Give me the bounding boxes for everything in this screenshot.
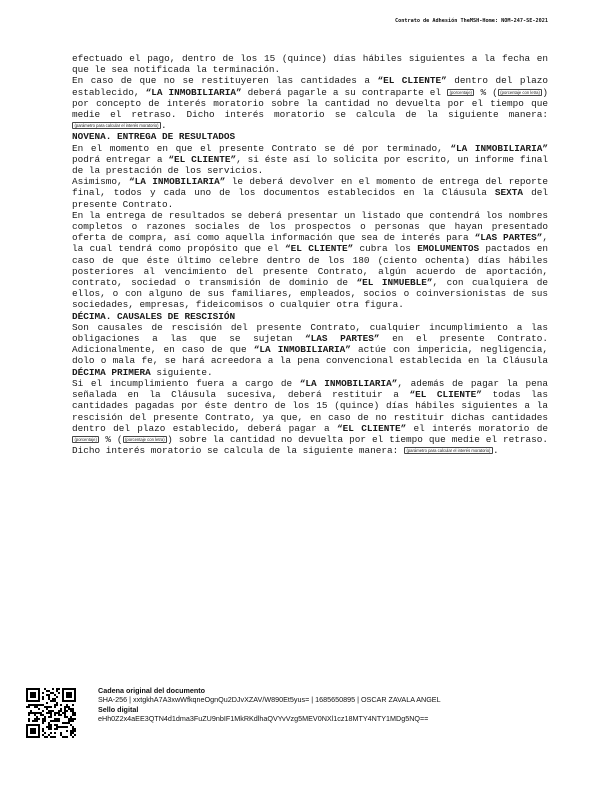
clause-reference: SEXTA [494,187,524,199]
party-client: “EL CLIENTE” [377,75,447,87]
digital-signature-block [98,686,568,724]
interest-parameter-field[interactable]: (parámetro para calcular el interés moratorio) [72,122,161,129]
paragraph-final-report: En el momento en que el presente Contrato se dé por terminado, “LA INMOBILIARIA” podrá entregar a “EL CLIENTE”, si éste así lo solicita por escrito, un informe final de la prestación de los servicios. [72,142,549,177]
emoluments-term: EMOLUMENTOS [417,243,480,255]
party-agency: “LA INMOBILIARIA” [450,142,549,154]
party-agency: “LA INMOBILIARIA” [299,377,398,389]
party-client: “EL CLIENTE” [409,389,482,401]
contract-body [72,53,548,456]
parties: “LAS PARTES” [305,333,380,345]
party-agency: “LA INMOBILIARIA” [129,176,226,188]
chain-label: Cadena original del documento [98,686,206,695]
percent-field[interactable]: (porcentaje) [72,436,99,443]
parties: “LAS PARTES” [474,232,543,244]
paragraph-return-documents: Asimismo, “LA INMOBILIARIA” le deberá devolver en el momento de entrega del reporte final, todos y cada uno de los documentos establecidos en la Cláusula SEXTA del presente Contrato. [72,176,548,210]
paragraph-prospect-list: En la entrega de resultados se deberá presentar un listado que contendrá los nombres completos o razones sociales de los prospectos o personas que hayan presentado oferta de compra, así como aquella información que sea de interés para “LAS PARTES”, la cual tendrá como propósito que el “EL CLIENTE” cubra los EMOLUMENTOS pactados en caso de que éste último celebre dentro de los 180 (ciento ochenta) días hábiles posteriores al vencimiento del presente Contrato, algún acuerdo de aportación, contrato, sociedad o transmisión de dominio de “EL INMUEBLE”, con cualquiera de ellos, o con alguno de sus familiares, empleados, socios o coinversionistas de sus sociedades, empresas, fideicomisos o cualquier otra figura. [72,209,548,311]
percent-letters-field[interactable]: (porcentaje con letra) [123,436,168,443]
page-header: Contrato de Adhesión TheMSH-Home: NOM-247-SE-2021 [394,18,548,24]
paragraph-payment-deadline: efectuado el pago, dentro de los 15 (quince) días hábiles siguientes a la fecha en que le sea notificada la terminación. [72,53,548,76]
signature-footer [26,686,586,738]
paragraph-late-interest: En caso de que no se restituyeren las cantidades a “EL CLIENTE” dentro del plazo establecido, “LA INMOBILIARIA” deberá pagarle a su contraparte el (porcentaje) % ( (porcentaje con letra) ) por concepto de interés moratorio sobre la cantidad no devuelta por el tiempo que medie el retraso. Dicho interés moratorio se calcula de la siguiente manera: (parámetro para calcular el interés moratorio) . [72,75,549,132]
party-client: “EL CLIENTE” [337,422,407,434]
percent-letters-field[interactable]: (porcentaje con letra) [498,89,543,96]
chain-value: SHA-256 | xxtgkhA7A3xwWfkqneOgnQu2DJvXZAV/W890Et5yus= | 1685650895 | OSCAR ZAVALA ANGEL [98,695,441,705]
interest-parameter-field[interactable]: (parámetro para calcular el interés moratorio) [404,447,493,454]
qr-code-icon [26,688,76,738]
party-client: “EL CLIENTE” [285,243,354,255]
paragraph-agency-breach: Si el incumplimiento fuera a cargo de “LA INMOBILIARIA”, además de pagar la pena señalada en la Cláusula sucesiva, deberá restituir a “EL CLIENTE” todas las cantidades pagadas por éste dentro de los 15 (quince) días hábiles siguientes a la rescisión del presente Contrato, ya que, en caso de no restituir dichas cantidades dentro del plazo establecido, deberá pagar a “EL CLIENTE” el interés moratorio de (porcentaje) % ( (porcentaje con letra) ) sobre la cantidad no devuelta por el tiempo que medie el retraso. Dicho interés moratorio se calcula de la siguiente manera: (parámetro para calcular el interés moratorio) . [72,377,549,457]
seal-label: Sello digital [98,704,139,714]
paragraph-rescission-causes: Son causales de rescisión del presente Contrato, cualquier incumplimiento a las obligaciones a las que se sujetan “LAS PARTES” en el presente Contrato. Adicionalmente, en caso de que “LA INMOBILIARIA” actúe con impericia, negligencia, dolo o mala fe, se hará acreedora a la pena convencional establecida en la Cláusula DÉCIMA PRIMERA siguiente. [72,321,549,378]
clause-reference: DÉCIMA PRIMERA [72,366,151,378]
party-client: “EL CLIENTE” [168,153,237,165]
section-heading-decima: DÉCIMA. CAUSALES DE RESCISIÓN [72,310,236,322]
party-agency: “LA INMOBILIARIA” [253,344,351,356]
party-agency: “LA INMOBILIARIA” [145,86,242,98]
percent-field[interactable]: (porcentaje) [447,89,474,96]
property-term: “EL INMUEBLE” [356,277,433,289]
section-heading-novena: NOVENA. ENTREGA DE RESULTADOS [72,131,236,143]
seal-value: eHh0Z2x4aEE3QTN4d1dma3FuZU9nbIF1MkRKdlhaQVYvVzg5MEV0NXl1cz18MTY4NTY1MDg5NQ== [98,714,429,724]
